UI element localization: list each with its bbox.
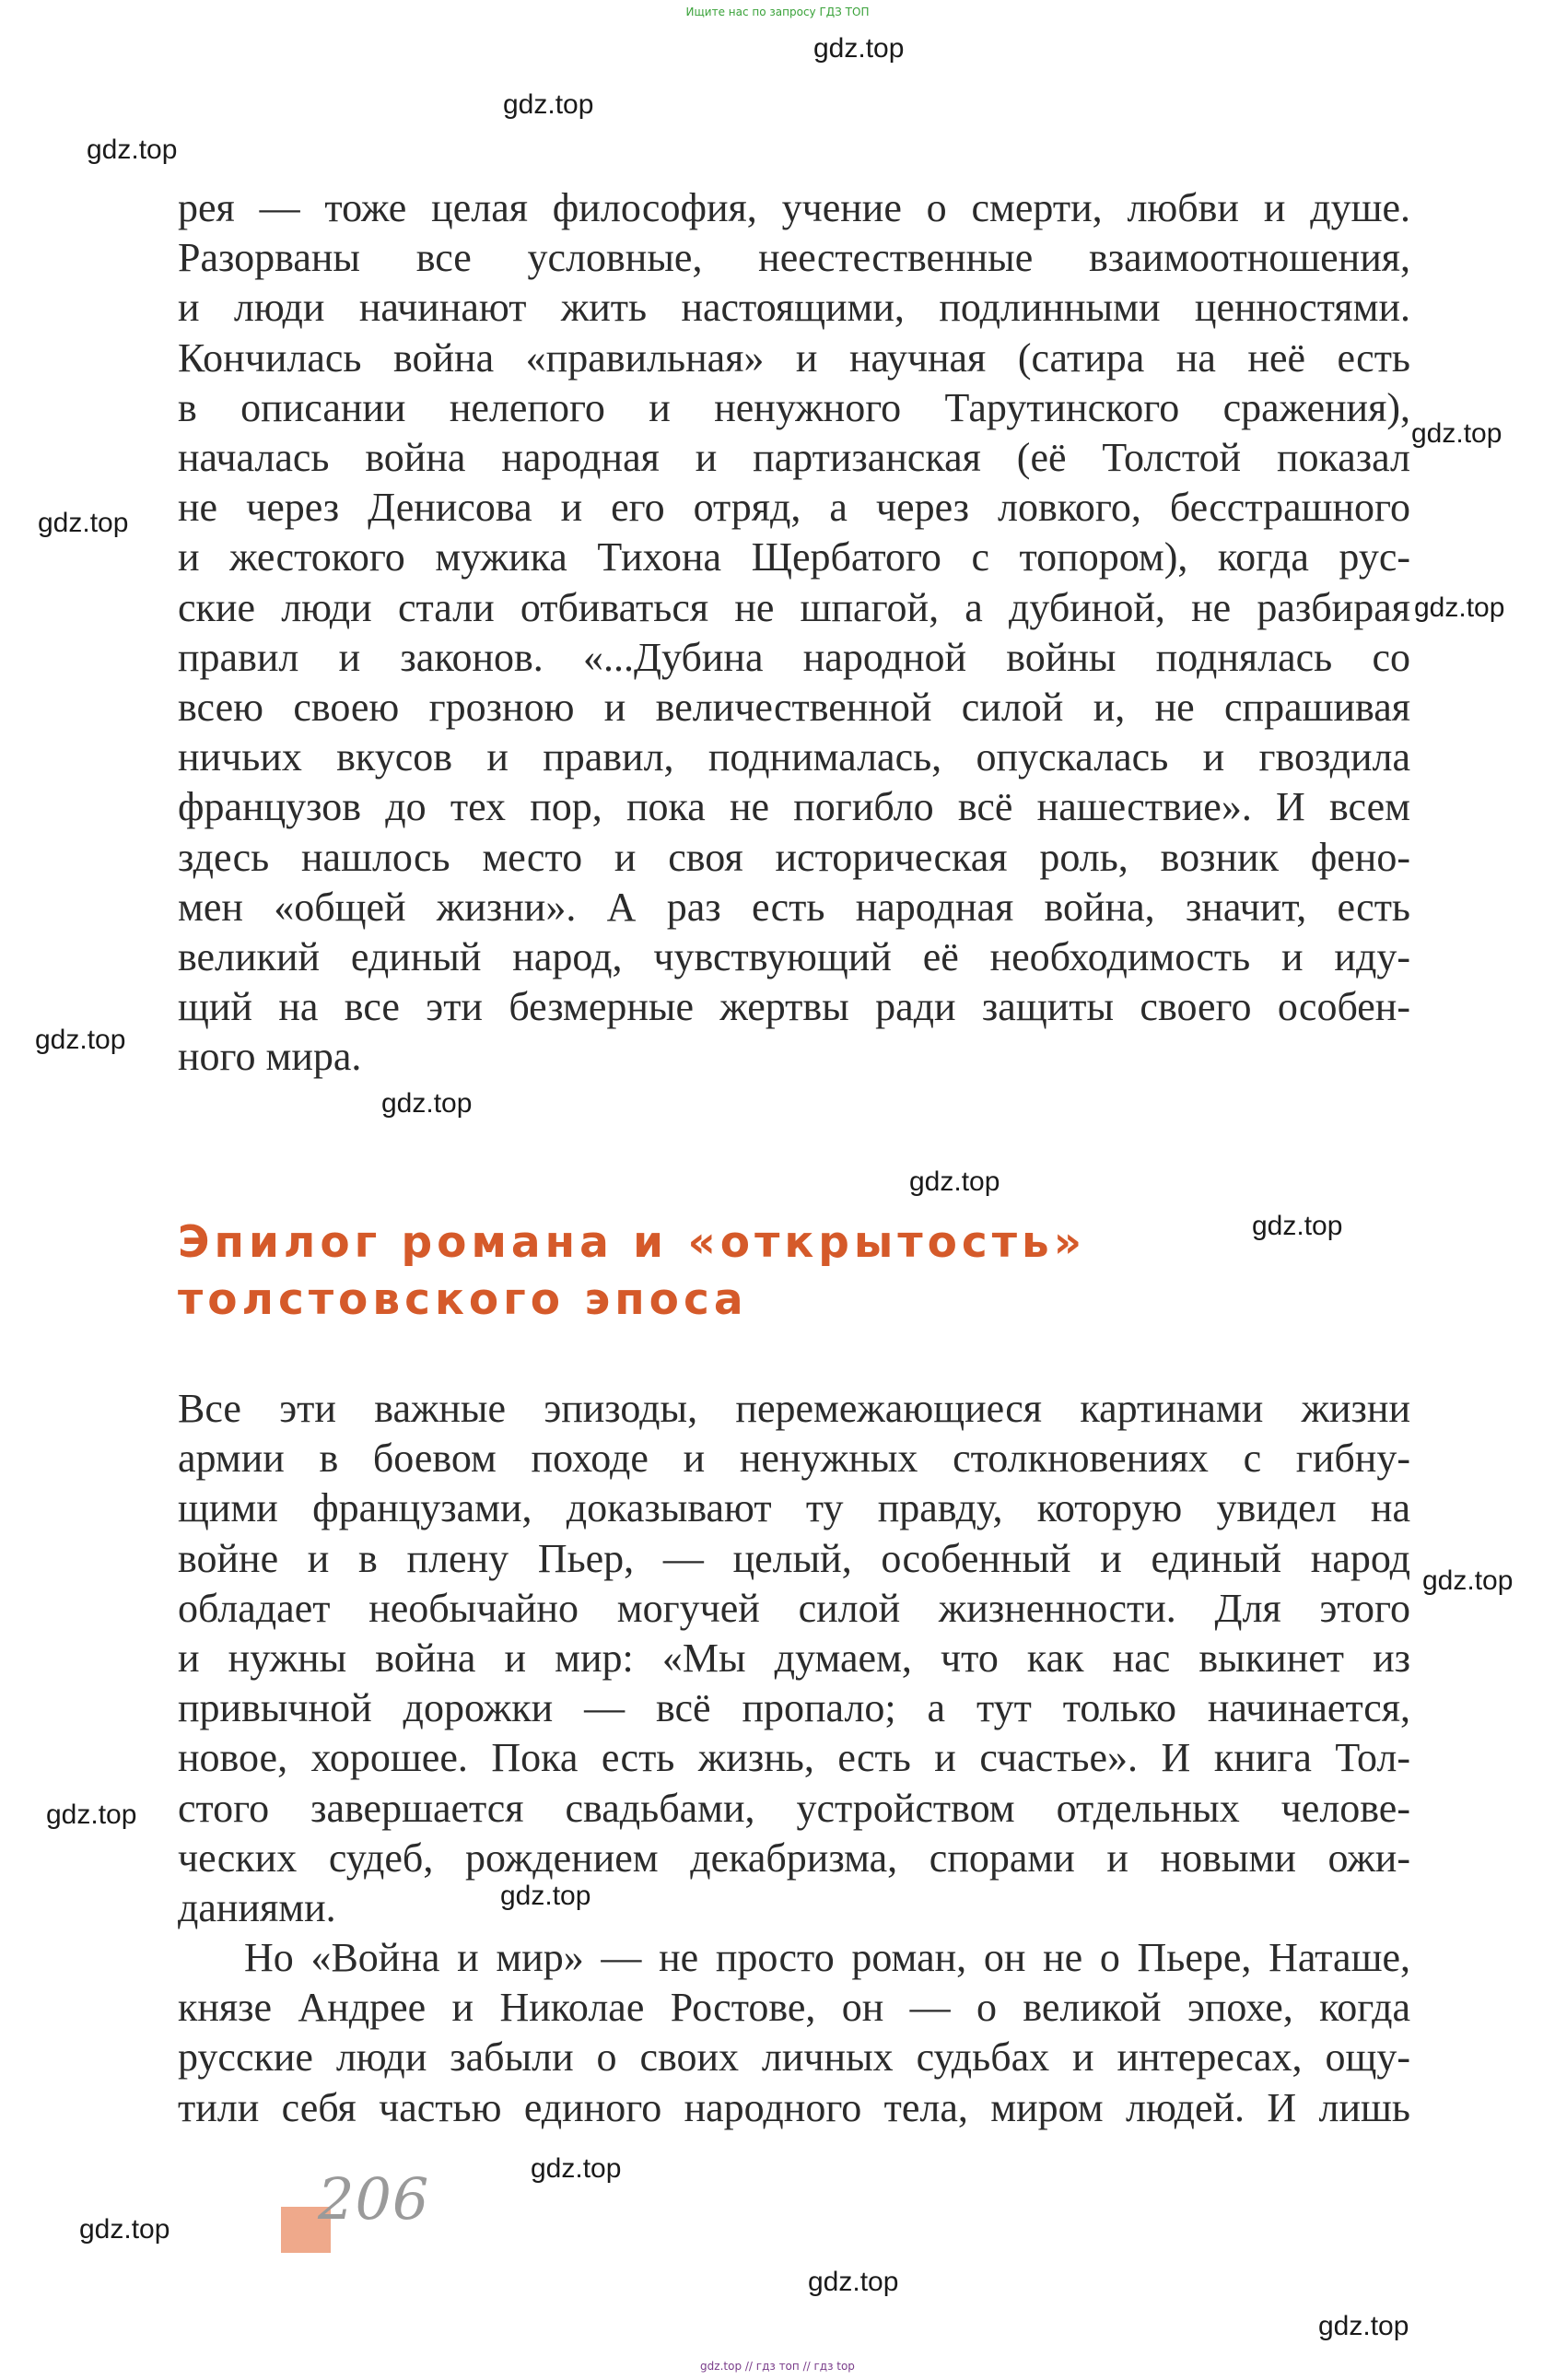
text-line: правил и законов. «...Дубина народной войны поднялась со — [178, 634, 1410, 680]
watermark: gdz.top — [813, 33, 905, 64]
text-line: стого завершается свадьбами, устройством отдельных челове- — [178, 1785, 1410, 1831]
watermark: gdz.top — [87, 135, 178, 165]
text-line: Все эти важные эпизоды, перемежающиеся картинами жизни — [178, 1386, 1410, 1431]
text-line: Кончилась война «правильная» и научная (сатира на неё есть — [178, 334, 1410, 381]
text-line: и люди начинают жить настоящими, подлинными ценностями. — [178, 285, 1410, 331]
text-line: даниями. — [178, 1885, 336, 1931]
paragraph-body — [178, 183, 1410, 1083]
heading-line: Эпилог романа и «открытость» — [178, 1217, 1087, 1268]
text-line: ские люди стали отбиваться не шпагой, а дубиной, не разбирая — [178, 584, 1410, 630]
watermark: gdz.top — [79, 2214, 170, 2245]
text-line: ческих судеб, рождением декабризма, спорами и новыми ожи- — [178, 1835, 1410, 1881]
text-line: новое, хорошее. Пока есть жизнь, есть и счастье». И книга Тол- — [178, 1735, 1410, 1781]
text-line: щий на все эти безмерные жертвы ради защиты своего особен- — [178, 984, 1410, 1030]
text-line: армии в боевом походе и ненужных столкновениях с гибну- — [178, 1436, 1410, 1482]
text-line: тили себя частью единого народного тела, миром людей. И лишь — [178, 2084, 1410, 2130]
text-line: началась война народная и партизанская (её Толстой показал — [178, 435, 1410, 481]
watermark: gdz.top — [1414, 592, 1505, 623]
footer-note: gdz.top // гдз топ // гдз top — [700, 2360, 855, 2373]
watermark: gdz.top — [1252, 1211, 1343, 1241]
text-line: здесь нашлось место и своя историческая роль, возник фено- — [178, 834, 1410, 880]
text-line: Но «Война и мир» — не просто роман, он не о Пьере, Наташе, — [244, 1935, 1410, 1980]
text-line: не через Денисова и его отряд, а через ловкого, бесстрашного — [178, 485, 1410, 531]
text-line: ничьих вкусов и правил, поднималась, опускалась и гвоздила — [178, 734, 1410, 780]
text-line: великий единый народ, чувствующий её необходимость и иду- — [178, 934, 1410, 980]
watermark: gdz.top — [1318, 2311, 1409, 2341]
text-line: привычной дорожки — всё пропало; а тут только начинается, — [178, 1685, 1410, 1731]
text-line: ного мира. — [178, 1034, 362, 1080]
watermark: gdz.top — [38, 508, 129, 538]
watermark: gdz.top — [381, 1088, 473, 1119]
watermark: gdz.top — [909, 1167, 1000, 1197]
paragraph-body — [178, 1933, 1410, 2133]
watermark: gdz.top — [1422, 1565, 1514, 1596]
heading-line: толстовского эпоса — [178, 1274, 748, 1325]
watermark: gdz.top — [531, 2153, 622, 2184]
text-line: князе Андрее и Николае Ростове, он — о великой эпохе, когда — [178, 1985, 1410, 2031]
text-line: щими французами, доказывают ту правду, которую увидел на — [178, 1485, 1410, 1531]
text-line: Разорваны все условные, неестественные взаимоотношения, — [178, 235, 1410, 281]
paragraph-body — [178, 1384, 1410, 1933]
watermark: gdz.top — [500, 1881, 591, 1911]
page-number: 206 — [318, 2165, 430, 2233]
text-line: и жестокого мужика Тихона Щербатого с топором), когда рус- — [178, 534, 1410, 580]
watermark: gdz.top — [1411, 418, 1502, 449]
text-line: французов до тех пор, пока не погибло всё нашествие». И всем — [178, 784, 1410, 830]
text-line: и нужны война и мир: «Мы думаем, что как нас выкинет из — [178, 1636, 1410, 1682]
text-line: рея — тоже целая философия, учение о смерти, любви и душе. — [178, 185, 1410, 230]
section-heading — [178, 1214, 1086, 1329]
watermark: gdz.top — [808, 2267, 899, 2297]
text-line: войне и в плену Пьер, — целый, особенный и единый народ — [178, 1535, 1410, 1581]
watermark: gdz.top — [503, 89, 594, 120]
text-line: в описании нелепого и ненужного Тарутинского сражения), — [178, 384, 1410, 430]
text-line: всею своею грозною и величественной силой и, не спрашивая — [178, 685, 1410, 731]
watermark: gdz.top — [46, 1800, 137, 1830]
header-note: Ищите нас по запросу ГДЗ ТОП — [685, 6, 870, 18]
text-line: обладает необычайно могучей силой жизненности. Для этого — [178, 1585, 1410, 1631]
text-line: русские люди забыли о своих личных судьбах и интересах, ощу- — [178, 2034, 1410, 2081]
text-line: мен «общей жизни». А раз есть народная война, значит, есть — [178, 884, 1410, 930]
watermark: gdz.top — [35, 1025, 126, 1055]
